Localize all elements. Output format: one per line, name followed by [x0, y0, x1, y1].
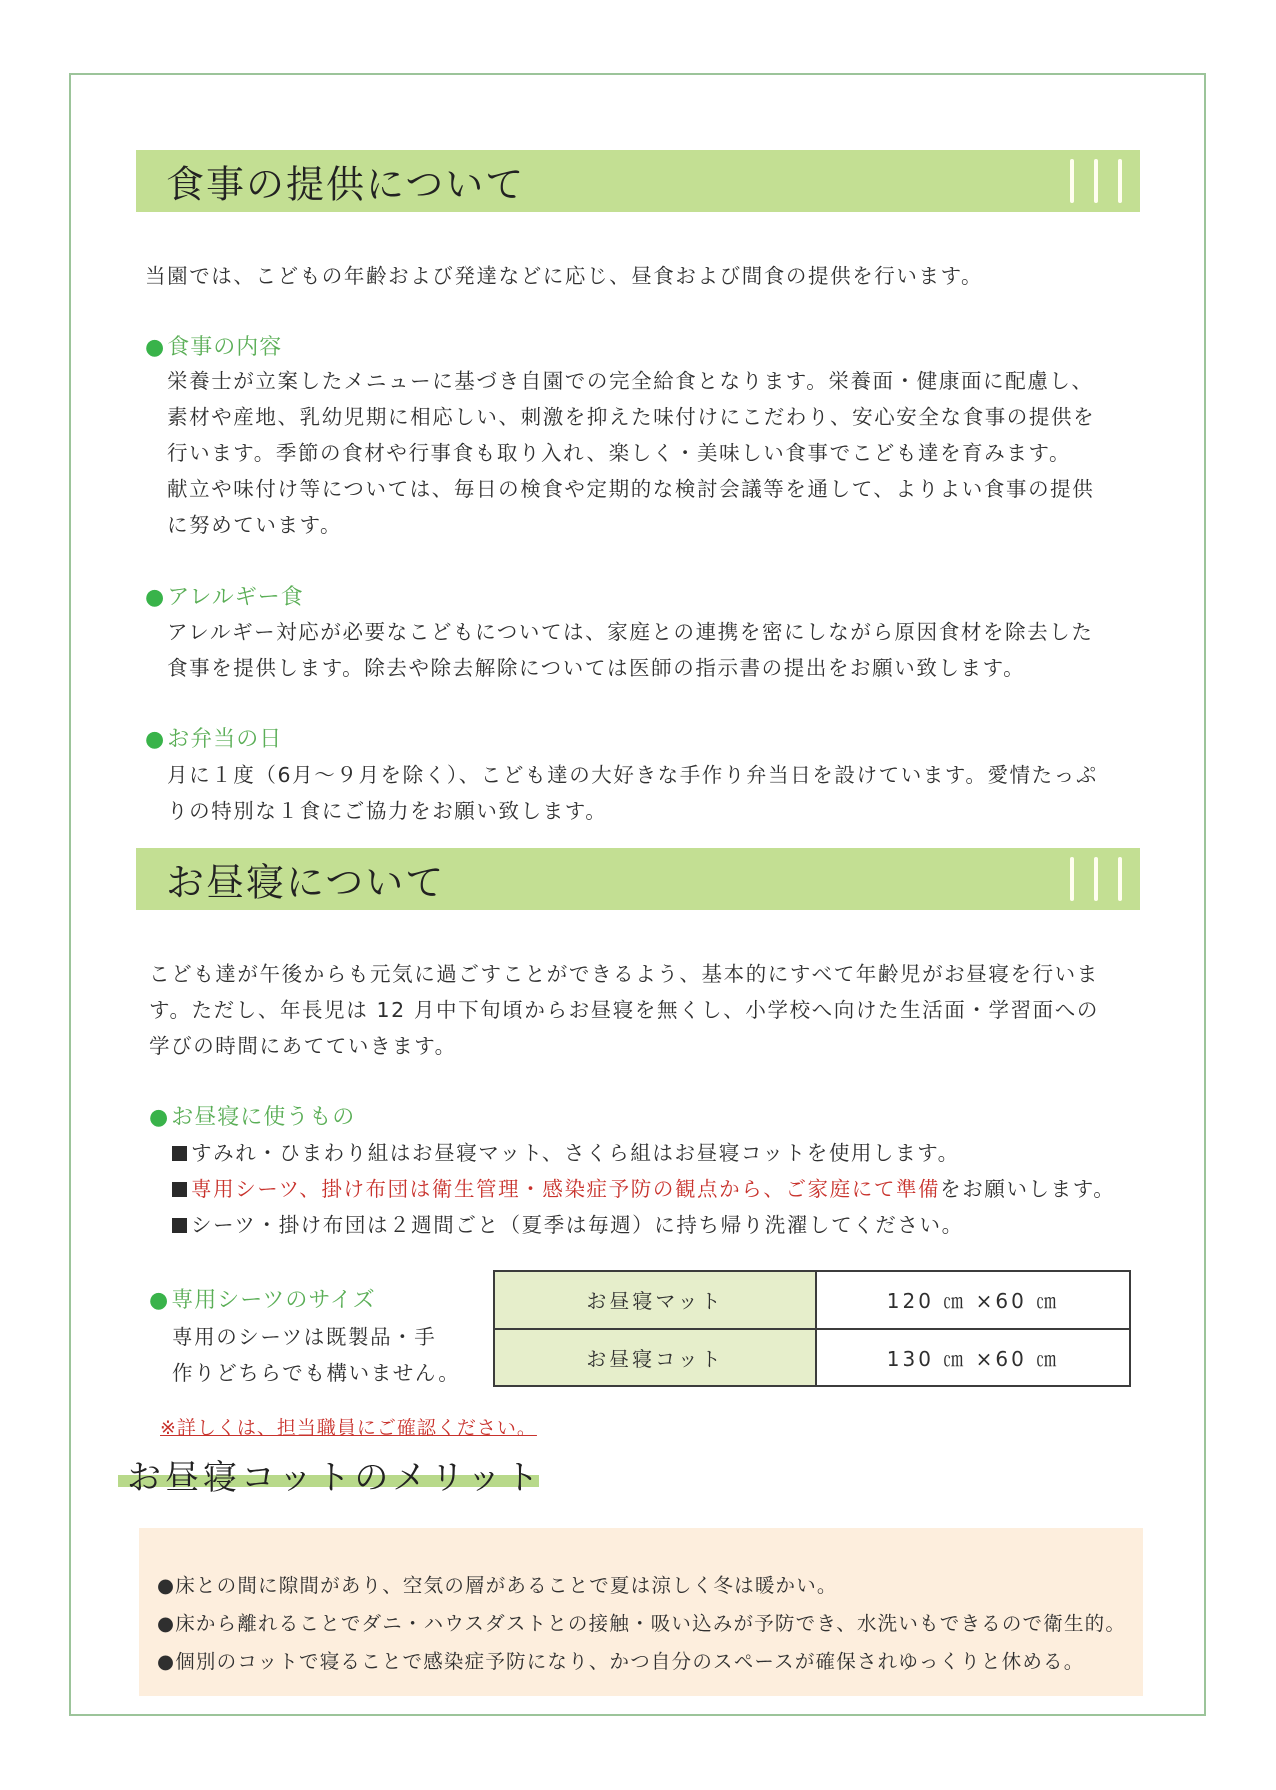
- list-item: ●個別のコットで寝ることで感染症予防になり、かつ自分のスペースが確保されゆっくりと休める。: [157, 1650, 1085, 1673]
- section-header-meals: [136, 150, 1140, 212]
- section-title-nap: お昼寝について: [166, 860, 446, 905]
- cot-merits-title: お昼寝コットのメリット: [127, 1458, 543, 1498]
- table-cell-label: お昼寝コット: [494, 1329, 816, 1387]
- emphasis-text: 専用シーツ、掛け布団は衛生管理・感染症予防の観点から、ご家庭にて準備: [191, 1177, 941, 1201]
- allergy-body: アレルギー対応が必要なこどもについては、家庭との連携を密にしながら原因食材を除去した 食事を提供します。除去や除去解除については医師の指示書の提出をお願い致します。: [167, 620, 1094, 680]
- subheading-sheet-size: ●専用シーツのサイズ: [149, 1288, 376, 1313]
- nap-items-list: [172, 1135, 1115, 1243]
- table-cell-size: 120 ㎝ ×60 ㎝: [816, 1271, 1130, 1329]
- stripes-decoration-icon: [1070, 857, 1126, 901]
- bullet-dot-icon: ●: [149, 1105, 170, 1130]
- bullet-dot-icon: ●: [157, 1574, 176, 1597]
- table-row: [494, 1329, 1130, 1387]
- table-cell-size: 130 ㎝ ×60 ㎝: [816, 1329, 1130, 1387]
- bullet-dot-icon: ●: [145, 585, 166, 610]
- subheading-bento-day: ●お弁当の日: [145, 727, 283, 752]
- bullet-dot-icon: ●: [145, 335, 166, 360]
- cot-merits-box: [139, 1528, 1143, 1696]
- sheet-size-body: 専用のシーツは既製品・手 作りどちらでも構いません。: [172, 1325, 461, 1385]
- nap-intro: こども達が午後からも元気に過ごすことができるよう、基本的にすべて年齢児がお昼寝を行いま す。ただし、年長児は 12 月中下旬頃からお昼寝を無くし、小学校へ向けた生活面・学習面への 学びの時間にあてていきます。: [149, 962, 1099, 1058]
- list-item: ●床との間に隙間があり、空気の層があることで夏は涼しく冬は暖かい。: [157, 1574, 838, 1597]
- square-bullet-icon: [172, 1146, 187, 1161]
- sheet-size-table: [493, 1270, 1131, 1387]
- subheading-nap-items: ●お昼寝に使うもの: [149, 1105, 356, 1130]
- table-cell-label: お昼寝マット: [494, 1271, 816, 1329]
- list-item: シーツ・掛け布団は２週間ごと（夏季は毎週）に持ち帰り洗濯してください。: [172, 1207, 1115, 1243]
- subheading-meal-content: ●食事の内容: [145, 335, 283, 360]
- bullet-dot-icon: ●: [149, 1288, 170, 1313]
- meals-intro: 当園では、こどもの年齢および発達などに応じ、昼食および間食の提供を行います。: [145, 264, 984, 288]
- subheading-allergy: ●アレルギー食: [145, 585, 304, 610]
- staff-contact-note: ※詳しくは、担当職員にご確認ください。: [160, 1417, 537, 1439]
- stripes-decoration-icon: [1070, 159, 1126, 203]
- square-bullet-icon: [172, 1182, 187, 1197]
- bento-day-body: 月に１度（6月～９月を除く）、こども達の大好きな手作り弁当日を設けています。愛情たっぷ りの特別な１食にご協力をお願い致します。: [167, 763, 1098, 823]
- bullet-dot-icon: ●: [157, 1650, 176, 1673]
- meal-content-body: 栄養士が立案したメニューに基づき自園での完全給食となります。栄養面・健康面に配慮し、 素材や産地、乳幼児期に相応しい、刺激を抑えた味付けにこだわり、安心安全な食事の提供を 行います。季節の食材や行事食も取り入れ、楽しく・美味しい食事でこども達を育みます。 献立や味付け等については、毎日の検食や定期的な検討会議等を通して、よりよい食事の提供 に努めています。: [167, 369, 1096, 537]
- list-item: ●床から離れることでダニ・ハウスダストとの接触・吸い込みが予防でき、水洗いもできるので衛生的。: [157, 1612, 1127, 1635]
- square-bullet-icon: [172, 1218, 187, 1233]
- section-title-meals: 食事の提供について: [166, 162, 526, 207]
- bullet-dot-icon: ●: [145, 727, 166, 752]
- table-row: [494, 1271, 1130, 1329]
- list-item: すみれ・ひまわり組はお昼寝マット、さくら組はお昼寝コットを使用します。: [172, 1135, 1115, 1171]
- section-header-nap: [136, 848, 1140, 910]
- bullet-dot-icon: ●: [157, 1612, 176, 1635]
- list-item: 専用シーツ、掛け布団は衛生管理・感染症予防の観点から、ご家庭にて準備をお願いします。: [172, 1171, 1115, 1207]
